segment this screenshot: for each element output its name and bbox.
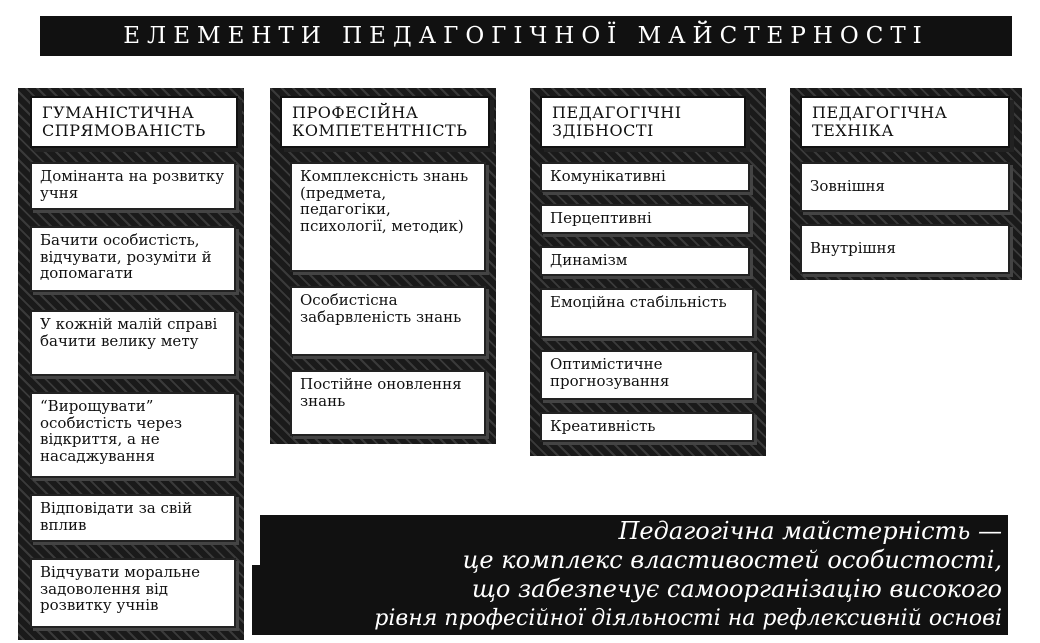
column-1-item-3: У кожній малій справі бачити велику мету bbox=[30, 310, 236, 376]
title-banner bbox=[40, 16, 1012, 56]
column-3-header: ПЕДАГОГІЧНІ ЗДІБНОСТІ bbox=[540, 96, 746, 148]
column-3-item-1: Комунікативні bbox=[540, 162, 750, 192]
column-4-item-2: Внутрішня bbox=[800, 224, 1010, 274]
diagram-title: ЕЛЕМЕНТИ ПЕДАГОГІЧНОЇ МАЙСТЕРНОСТІ bbox=[123, 23, 929, 49]
column-2-item-1: Комплексність знань (предмета, педагогіки, психології, методик) bbox=[290, 162, 486, 272]
definition-line-3: що забезпечує самоорганізацію високого bbox=[471, 575, 1002, 603]
column-3-item-3: Динамізм bbox=[540, 246, 750, 276]
definition-line-2: це комплекс властивостей особистості, bbox=[462, 546, 1002, 574]
column-1-header: ГУМАНІСТИЧНА СПРЯМОВАНІСТЬ bbox=[30, 96, 238, 148]
column-3-item-5: Оптимістичне прогнозування bbox=[540, 350, 754, 400]
column-1-item-6: Відчувати моральне задоволення від розвитку учнів bbox=[30, 558, 236, 628]
column-2-item-2: Особистісна забарвленість знань bbox=[290, 286, 486, 356]
column-3-item-4: Емоційна стабільність bbox=[540, 288, 754, 338]
column-2-item-3: Постійне оновлення знань bbox=[290, 370, 486, 436]
definition-block bbox=[260, 515, 1008, 635]
column-1-item-5: Відповідати за свій вплив bbox=[30, 494, 236, 542]
definition-line-1: Педагогічна майстерність — bbox=[618, 517, 1002, 545]
column-2-header: ПРОФЕСІЙНА КОМПЕТЕНТНІСТЬ bbox=[280, 96, 490, 148]
column-3-item-6: Креативність bbox=[540, 412, 754, 442]
column-1-item-1: Домінанта на розвитку учня bbox=[30, 162, 236, 210]
column-1-item-2: Бачити особистість, відчувати, розуміти й допомагати bbox=[30, 226, 236, 292]
definition-line-4: рівня професійної діяльності на рефлексивній основі bbox=[374, 606, 1002, 631]
column-3-item-2: Перцептивні bbox=[540, 204, 750, 234]
column-1-item-4: “Вирощувати” особистість через відкриття, а не насаджування bbox=[30, 392, 236, 478]
column-4-header: ПЕДАГОГІЧНА ТЕХНІКА bbox=[800, 96, 1010, 148]
column-4-item-1: Зовнішня bbox=[800, 162, 1010, 212]
